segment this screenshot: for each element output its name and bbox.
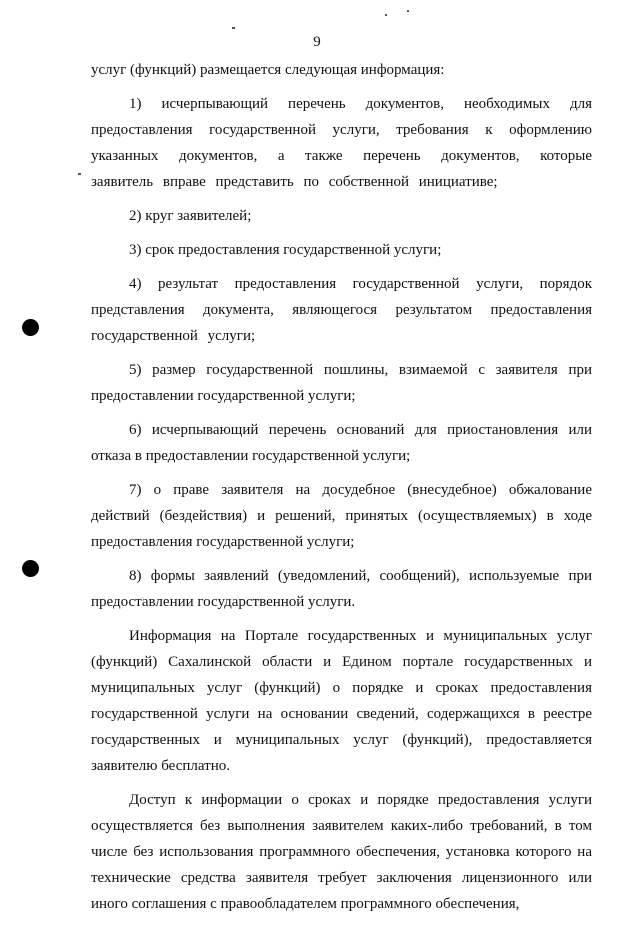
- paragraph-item-4: 4) результат предоставления государственной услуги, порядок представления документа, являющегося результатом предоставления государственной услуги;: [91, 276, 592, 344]
- paragraph-item-3: 3) срок предоставления государственной услуги;: [129, 242, 442, 258]
- paragraph-access: Доступ к информации о сроках и порядке предоставления услуги осуществляется без выполнения заявителем каких-либо требований, в том числе без использования программного обеспечения, установка которого на технические средства заявителя требует заключения лицензионного или иного соглашения с правообладателем программного обеспечения,: [91, 792, 592, 912]
- paragraph-item-5: 5) размер государственной пошлины, взимаемой с заявителя при предоставлении государственной услуги;: [91, 362, 592, 404]
- paragraph-item-8: 8) формы заявлений (уведомлений, сообщений), используемые при предоставлении государственной услуги.: [91, 568, 592, 610]
- paragraph-item-6: 6) исчерпывающий перечень оснований для приостановления или отказа в предоставлении государственной услуги;: [91, 422, 592, 464]
- paragraph-intro: услуг (функций) размещается следующая информация:: [91, 62, 445, 78]
- scan-speck: [232, 27, 235, 29]
- punch-hole-top: [22, 319, 39, 336]
- paragraph-item-2: 2) круг заявителей;: [129, 208, 252, 224]
- scan-speck: [78, 173, 81, 175]
- punch-hole-bottom: [22, 560, 39, 577]
- paragraph-item-7: 7) о праве заявителя на досудебное (внесудебное) обжалование действий (бездействия) и решений, принятых (осуществляемых) в ходе предоставления государственной услуги;: [91, 482, 592, 550]
- page-number: 9: [313, 34, 321, 50]
- paragraph-item-1: 1) исчерпывающий перечень документов, необходимых для предоставления государственной услуги, требования к оформлению указанных документов, а также перечень документов, которые заявитель вправе представить по собственной инициативе;: [91, 96, 592, 190]
- scan-speck: [385, 14, 387, 16]
- document-body: [91, 57, 592, 925]
- paragraph-portal-info: Информация на Портале государственных и муниципальных услуг (функций) Сахалинской области и Едином портале государственных и муниципальных услуг (функций) о порядке и сроках предоставления государственной услуги на основании сведений, содержащихся в реестре государственных и муниципальных услуг (функций), предоставляется заявителю бесплатно.: [91, 628, 592, 774]
- scan-speck: [407, 10, 409, 12]
